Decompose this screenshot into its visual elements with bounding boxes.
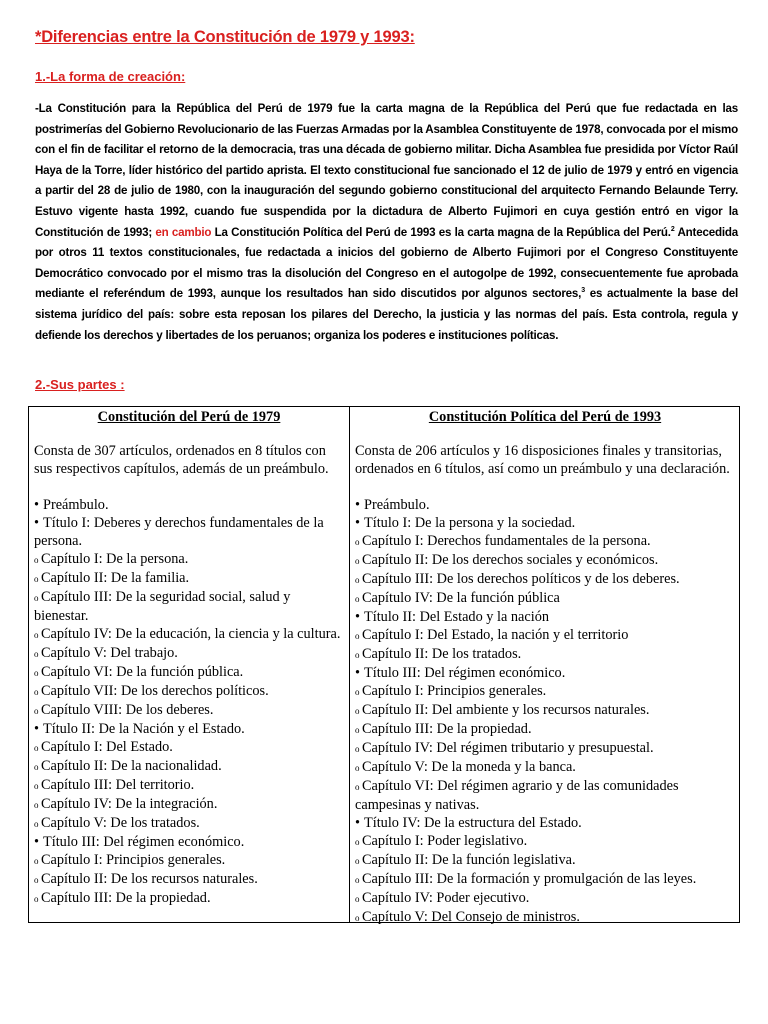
list-item — [34, 514, 344, 550]
list-item — [355, 589, 735, 608]
sub-bullet-icon: o — [34, 819, 39, 829]
list-item — [34, 682, 344, 701]
list-item-text: Capítulo V: Del Consejo de ministros. — [362, 909, 580, 925]
column-1979-list — [34, 496, 344, 908]
paragraph-text-d: es actualmente la base del sistema jurídico del país: sobre esta reposan los pilares del Derecho, la justicia y las normas del país. Esta controla, regula y defiende los derechos y libertades de los peruanos; organiza los poderes e instituciones políticas. — [35, 287, 738, 342]
sub-bullet-icon: o — [355, 744, 360, 754]
list-item — [34, 795, 344, 814]
list-item — [355, 701, 735, 720]
list-item — [355, 870, 735, 889]
list-item — [355, 682, 735, 701]
paragraph-text-a: -La Constitución para la República del Perú de 1979 fue la carta magna de la República del Perú que fue redactada en las postrimerías del Gobierno Revolucionario de las Fuerzas Armadas por la Asamblea Constituyente de 1978, convocada por el mismo con el fin de facilitar el retorno de la democracia, tras una década de gobierno militar. Dicha Asamblea fue presidida por Víctor Raúl Haya de la Torre, líder histórico del partido aprista. El texto constitucional fue sancionado el 12 de julio de 1979 y entró en vigencia a partir del 28 de julio de 1980, con la inauguración del segundo gobierno constitucional del arquitecto Fernando Belaunde Terry. Estuvo vigente hasta 1992, cuando fue suspendida por la dictadura de Alberto Fujimori en cuya gestión entró en vigor la Constitución de 1993; — [35, 102, 738, 239]
list-item — [34, 663, 344, 682]
list-item-text: Capítulo I: De la persona. — [41, 551, 189, 567]
list-item-text: Capítulo I: Del Estado. — [41, 739, 173, 755]
list-item-text: Título II: De la Nación y el Estado. — [43, 721, 245, 737]
list-item-text: Título II: Del Estado y la nación — [364, 609, 550, 625]
sub-bullet-icon: o — [34, 687, 39, 697]
sub-bullet-icon: o — [34, 743, 39, 753]
list-item — [355, 532, 735, 551]
list-item-text: Capítulo II: De la función legislativa. — [362, 852, 576, 868]
sub-bullet-icon: o — [355, 725, 360, 735]
list-item-text: Capítulo I: Derechos fundamentales de la persona. — [362, 533, 651, 549]
sub-bullet-icon: o — [355, 687, 360, 697]
sub-bullet-icon: o — [355, 594, 360, 604]
section-1-heading: 1.-La forma de creación: — [35, 69, 186, 84]
sub-bullet-icon: o — [355, 913, 360, 923]
list-item-text: Capítulo V: Del trabajo. — [41, 645, 178, 661]
section-2-heading: 2.-Sus partes : — [35, 377, 125, 392]
sub-bullet-icon: o — [34, 668, 39, 678]
list-item — [355, 832, 735, 851]
list-item-text: Capítulo II: Del ambiente y los recursos naturales. — [362, 702, 650, 718]
sub-bullet-icon: o — [355, 537, 360, 547]
list-item — [34, 720, 344, 738]
list-item-text: Capítulo II: De la nacionalidad. — [41, 758, 222, 774]
sub-bullet-icon: o — [34, 762, 39, 772]
list-item-text: Capítulo IV: De la integración. — [41, 796, 218, 812]
column-1979 — [34, 407, 344, 922]
list-item — [355, 664, 735, 682]
paragraph-text-c: Antecedida por otros 11 textos constitucionales, fue redactada a inicios del gobierno de Alberto Fujimori por el Congreso Constituyente Democrático convocado por el mismo tras la disolución del Congreso en el autogolpe de 1992, consecuentemente fue aprobada mediante el referéndum de 1993, aunque los resultados han sido discutidos por algunos sectores, — [35, 225, 738, 301]
list-item — [34, 738, 344, 757]
list-item-text: Capítulo II: De los derechos sociales y económicos. — [362, 552, 659, 568]
list-item-text: Capítulo VIII: De los deberes. — [41, 702, 214, 718]
list-item-text: Capítulo III: Del territorio. — [41, 777, 195, 793]
list-item-text: Capítulo II: De los recursos naturales. — [41, 871, 258, 887]
sub-bullet-icon: o — [34, 630, 39, 640]
sub-bullet-icon: o — [355, 837, 360, 847]
list-item-text: Capítulo IV: Del régimen tributario y presupuestal. — [362, 740, 654, 756]
list-item — [34, 588, 344, 625]
sub-bullet-icon: o — [355, 706, 360, 716]
bullet-icon: • — [355, 497, 361, 513]
list-item-text: Capítulo I: Poder legislativo. — [362, 833, 528, 849]
list-item — [355, 739, 735, 758]
document-title: *Diferencias entre la Constitución de 1979 y 1993: — [35, 28, 415, 46]
bullet-icon: • — [34, 497, 40, 513]
sub-bullet-icon: o — [355, 856, 360, 866]
sub-bullet-icon: o — [355, 556, 360, 566]
sub-bullet-icon: o — [34, 555, 39, 565]
list-item — [355, 645, 735, 664]
highlight-en-cambio: en cambio — [155, 225, 212, 239]
column-1993 — [355, 407, 735, 925]
list-item-text: Capítulo VI: Del régimen agrario y de las comunidades campesinas y nativas. — [355, 778, 679, 813]
sub-bullet-icon: o — [34, 781, 39, 791]
list-item — [34, 889, 344, 908]
column-1993-list — [355, 496, 735, 927]
list-item — [355, 720, 735, 739]
sub-bullet-icon: o — [34, 706, 39, 716]
list-item — [355, 551, 735, 570]
list-item — [34, 625, 344, 644]
list-item — [355, 851, 735, 870]
list-item — [34, 644, 344, 663]
sub-bullet-icon: o — [34, 593, 39, 603]
sub-bullet-icon: o — [355, 631, 360, 641]
list-item — [34, 496, 344, 514]
list-item — [34, 776, 344, 795]
section-1-paragraph — [35, 99, 738, 346]
list-item-text: Capítulo II: De los tratados. — [362, 646, 522, 662]
list-item — [34, 569, 344, 588]
list-item-text: Capítulo IV: De la educación, la ciencia y la cultura. — [41, 626, 341, 642]
list-item — [355, 889, 735, 908]
list-item-text: Capítulo III: De la formación y promulgación de las leyes. — [362, 871, 697, 887]
list-item — [355, 908, 735, 927]
list-item-text: Título III: Del régimen económico. — [364, 665, 566, 681]
sub-bullet-icon: o — [34, 574, 39, 584]
comparison-table — [28, 406, 740, 923]
column-1993-intro: Consta de 206 artículos y 16 disposiciones finales y transitorias, ordenados en 6 títulos, así como un preámbulo y una declaración. — [355, 443, 730, 477]
list-item-text: Capítulo VI: De la función pública. — [41, 664, 244, 680]
sub-bullet-icon: o — [34, 875, 39, 885]
footnote-ref-2: 2 — [670, 225, 675, 233]
sub-bullet-icon: o — [355, 894, 360, 904]
list-item — [355, 570, 735, 589]
paragraph-text-b: La Constitución Política del Perú de 1993 es la carta magna de la República del Perú. — [214, 225, 671, 239]
list-item-text: Capítulo III: De los derechos políticos y de los deberes. — [362, 571, 680, 587]
list-item — [34, 851, 344, 870]
bullet-icon: • — [355, 815, 361, 831]
list-item-text: Capítulo I: Del Estado, la nación y el territorio — [362, 627, 629, 643]
list-item-text: Capítulo IV: De la función pública — [362, 590, 560, 606]
list-item — [355, 626, 735, 645]
bullet-icon: • — [355, 665, 361, 681]
column-divider — [349, 407, 350, 922]
list-item-text: Capítulo V: De la moneda y la banca. — [362, 759, 576, 775]
bullet-icon: • — [355, 515, 361, 531]
bullet-icon: • — [34, 721, 40, 737]
column-1979-header: Constitución del Perú de 1979 — [97, 409, 281, 425]
list-item-text: Título IV: De la estructura del Estado. — [364, 815, 582, 831]
list-item — [34, 814, 344, 833]
list-item-text: Título I: Deberes y derechos fundamentales de la persona. — [34, 515, 324, 549]
list-item-text: Capítulo IV: Poder ejecutivo. — [362, 890, 530, 906]
list-item — [34, 757, 344, 776]
list-item — [34, 550, 344, 569]
list-item-text: Preámbulo. — [43, 497, 109, 513]
sub-bullet-icon: o — [355, 875, 360, 885]
sub-bullet-icon: o — [34, 894, 39, 904]
footnote-ref-3: 3 — [581, 287, 585, 295]
list-item-text: Capítulo III: De la propiedad. — [41, 890, 211, 906]
sub-bullet-icon: o — [355, 763, 360, 773]
sub-bullet-icon: o — [355, 782, 360, 792]
list-item — [355, 777, 735, 814]
list-item-text: Capítulo III: De la propiedad. — [362, 721, 532, 737]
list-item-text: Capítulo I: Principios generales. — [41, 852, 226, 868]
list-item — [355, 608, 735, 626]
sub-bullet-icon: o — [34, 649, 39, 659]
list-item — [355, 514, 735, 532]
bullet-icon: • — [34, 834, 40, 850]
list-item-text: Capítulo III: De la seguridad social, salud y bienestar. — [34, 589, 291, 624]
column-1993-header: Constitución Política del Perú de 1993 — [428, 409, 662, 425]
list-item — [355, 758, 735, 777]
list-item-text: Capítulo V: De los tratados. — [41, 815, 200, 831]
sub-bullet-icon: o — [355, 650, 360, 660]
list-item-text: Capítulo VII: De los derechos políticos. — [41, 683, 269, 699]
list-item-text: Capítulo I: Principios generales. — [362, 683, 547, 699]
column-1979-intro: Consta de 307 artículos, ordenados en 8 títulos con sus respectivos capítulos, además de un preámbulo. — [34, 443, 329, 477]
list-item — [34, 833, 344, 851]
list-item-text: Preámbulo. — [364, 497, 430, 513]
sub-bullet-icon: o — [34, 800, 39, 810]
list-item-text: Título III: Del régimen económico. — [43, 834, 245, 850]
sub-bullet-icon: o — [34, 856, 39, 866]
list-item — [34, 870, 344, 889]
list-item — [355, 814, 735, 832]
sub-bullet-icon: o — [355, 575, 360, 585]
list-item-text: Título I: De la persona y la sociedad. — [364, 515, 576, 531]
list-item — [34, 701, 344, 720]
bullet-icon: • — [34, 515, 40, 531]
list-item-text: Capítulo II: De la familia. — [41, 570, 190, 586]
list-item — [355, 496, 735, 514]
bullet-icon: • — [355, 609, 361, 625]
